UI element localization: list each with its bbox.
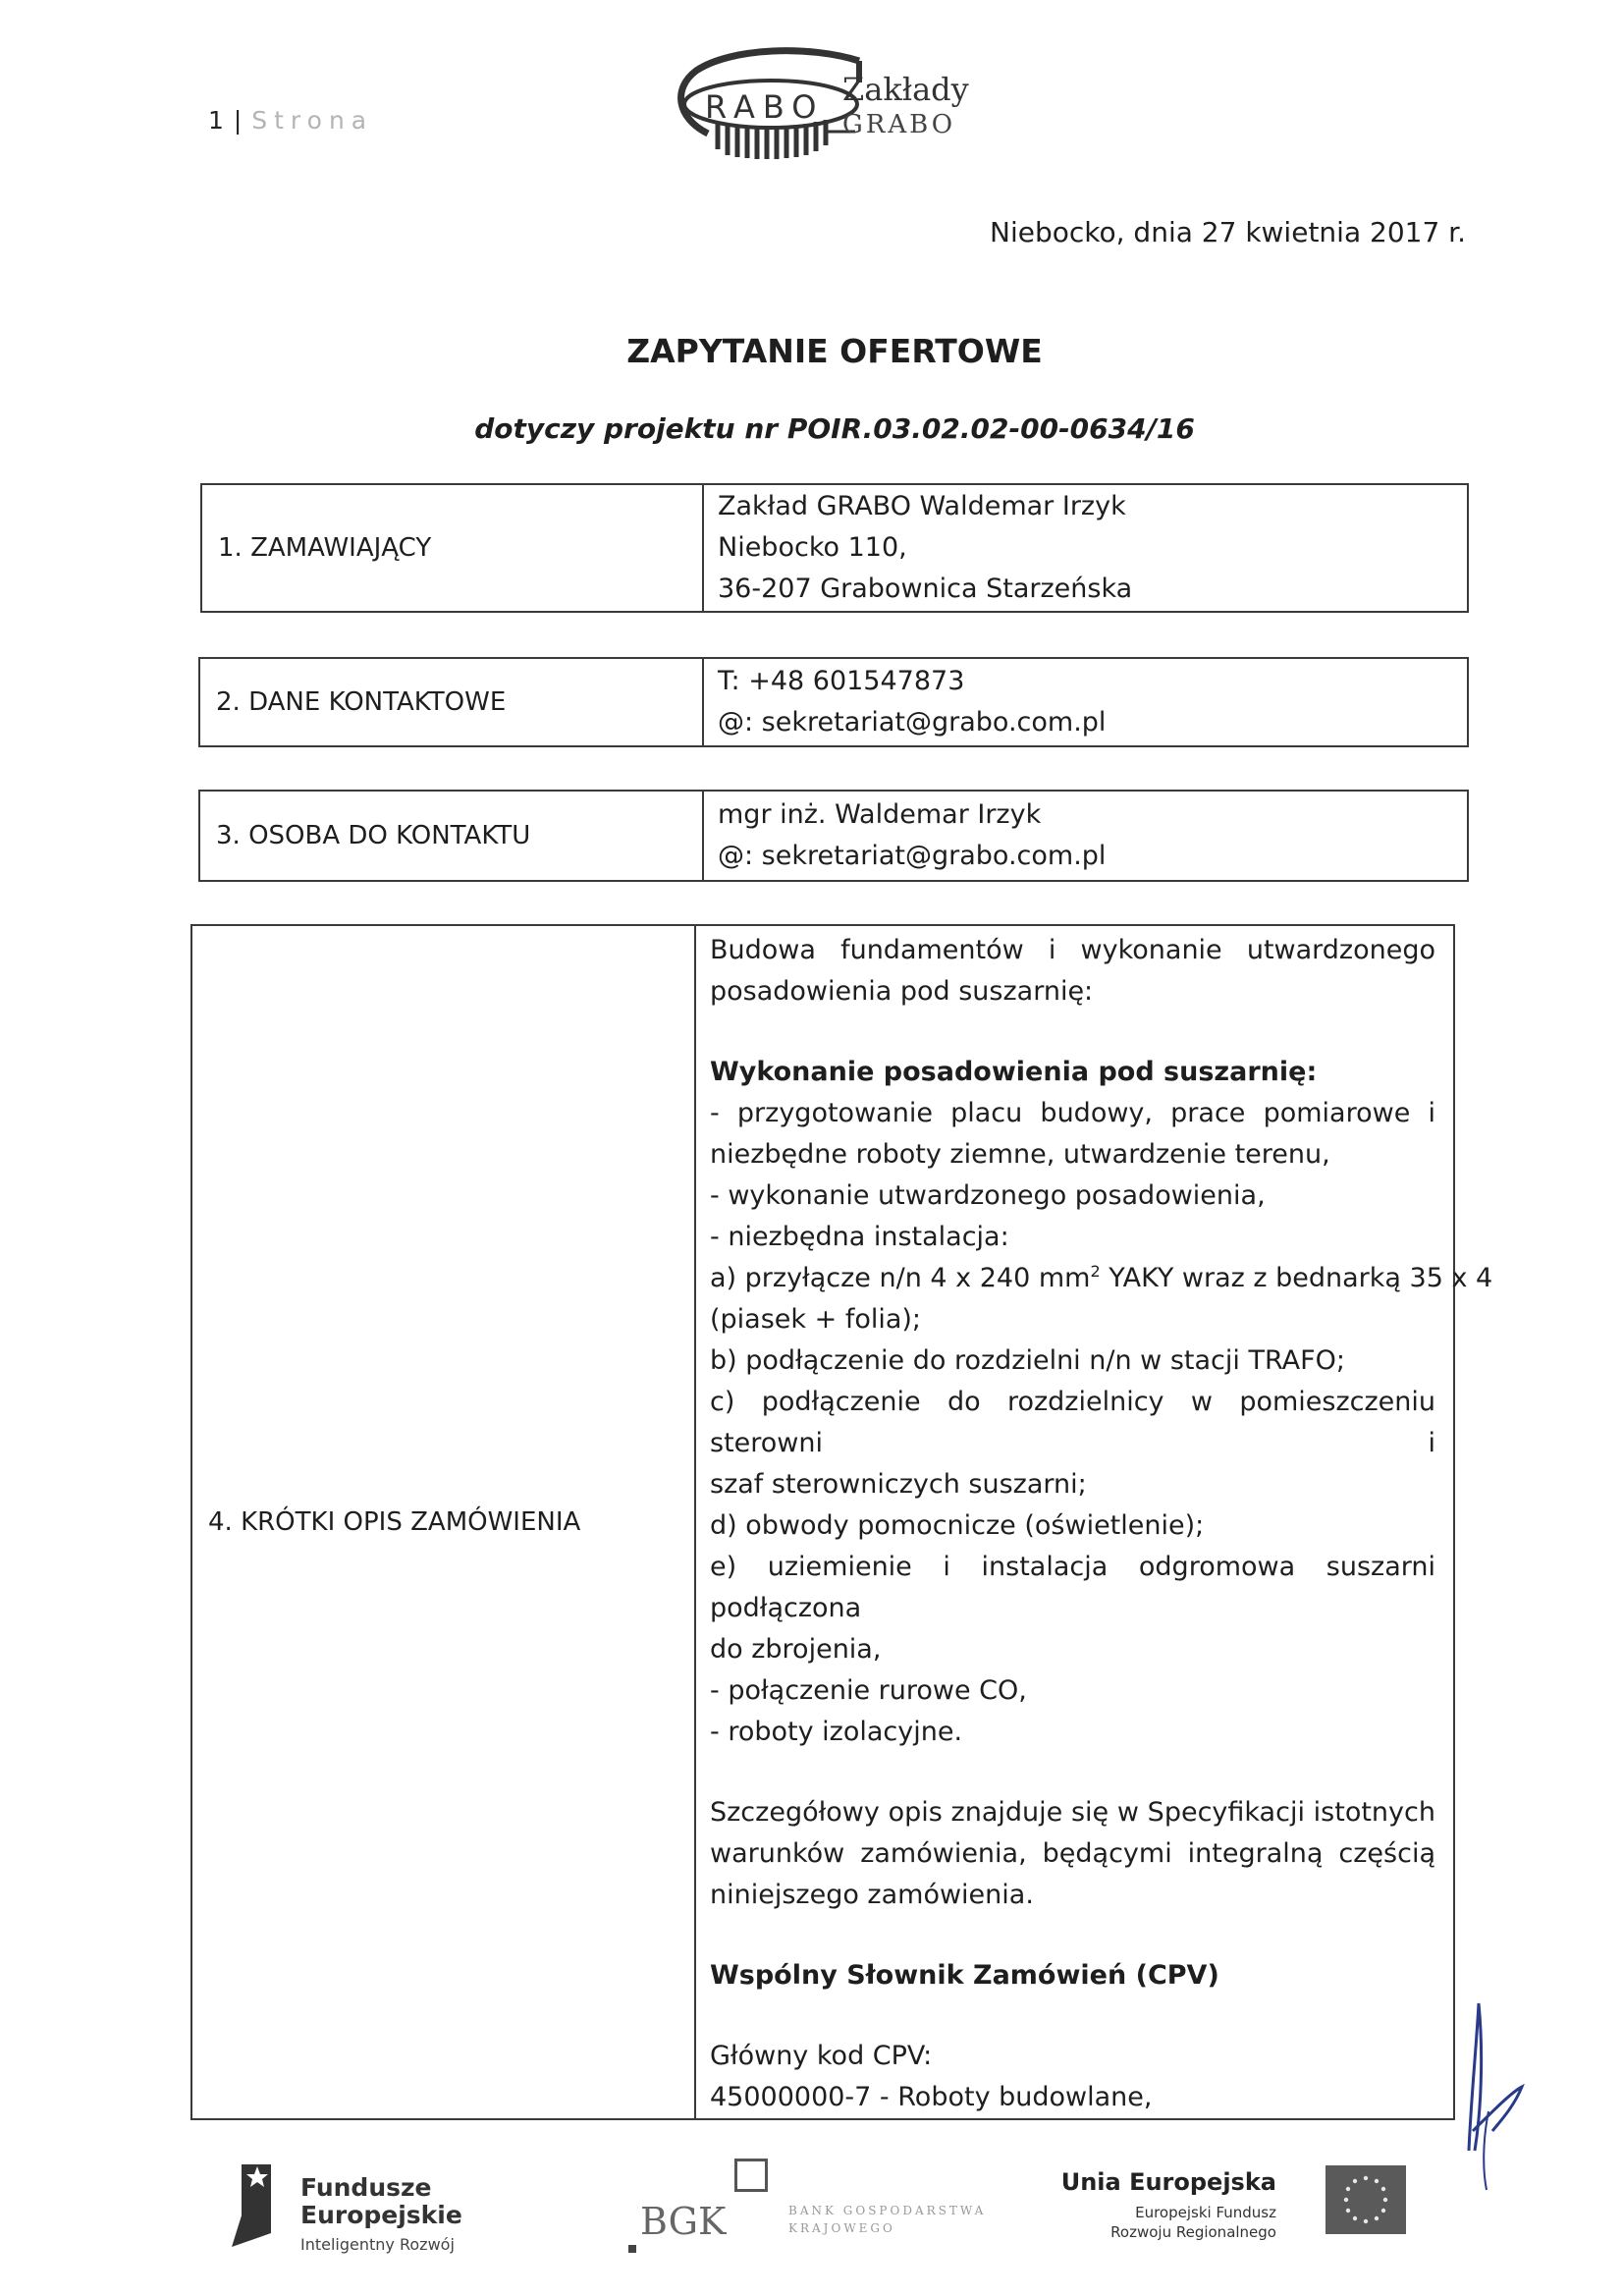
cpv-heading: Wspólny Słownik Zamówień (CPV) (710, 1960, 1219, 1991)
desc-spec-line3: niniejszego zamówienia. (710, 1880, 1034, 1910)
desc-item-e-line2: do zbrojenia, (710, 1634, 882, 1665)
contact-data-table (198, 657, 1469, 747)
ordering-party-label: 1. ZAMAWIAJĄCY (202, 485, 704, 611)
ordering-party-table (200, 483, 1469, 613)
bgk-sub2: KRAJOWEGO (788, 2221, 895, 2235)
desc-item-a-line1 (710, 1258, 1493, 1299)
desc-intro-line1: Budowa fundamentów i wykonanie utwardzonego (710, 935, 1435, 965)
ordering-party-name: Zakład GRABO Waldemar Irzyk (718, 491, 1126, 521)
cpv-main-value: 45000000-7 - Roboty budowlane, (710, 2082, 1153, 2112)
logo-mark-text: RABO (705, 88, 825, 126)
order-description-content (696, 926, 1493, 2118)
contact-person-name: mgr inż. Waldemar Irzyk (718, 799, 1042, 830)
place-date: Niebocko, dnia 27 kwietnia 2017 r. (990, 216, 1466, 248)
order-description-table (190, 924, 1493, 2120)
desc-heading: Wykonanie posadowienia pod suszarnię: (710, 1057, 1318, 1087)
desc-item-a-post: YAKY wraz z bednarką 35 x 4 (1100, 1263, 1493, 1293)
contact-person-table (198, 790, 1469, 882)
fe-line1: Fundusze (300, 2173, 432, 2202)
ue-line2: Europejski Fundusz (1135, 2204, 1276, 2221)
desc-bullet2: - wykonanie utwardzonego posadowienia, (710, 1180, 1266, 1211)
desc-spec-line1: Szczegółowy opis znajduje się w Specyfikacji istotnych (710, 1797, 1435, 1828)
desc-item-d: d) obwody pomocnicze (oświetlenie); (710, 1510, 1205, 1541)
desc-item-a-line2: (piasek + folia); (710, 1304, 922, 1335)
fe-line2: Europejskie (300, 2201, 462, 2229)
contact-email[interactable]: @: sekretariat@grabo.com.pl (718, 707, 1107, 738)
fundusze-europejskie-logo-icon (228, 2160, 277, 2251)
desc-item-b: b) podłączenie do rozdzielni n/n w stacji TRAFO; (710, 1345, 1345, 1376)
desc-item-a-pre: a) przyłącze n/n 4 x 240 mm (710, 1263, 1091, 1293)
ue-line3: Rozwoju Regionalnego (1110, 2223, 1276, 2241)
page-number-separator: | (233, 106, 243, 135)
contact-person-details (704, 792, 1467, 880)
order-description-label: 4. KRÓTKI OPIS ZAMÓWIENIA (192, 926, 696, 2118)
bgk-logo-icon (734, 2159, 768, 2192)
desc-spec-line2: warunków zamówienia, będącymi integralną częścią (710, 1838, 1435, 1869)
page-number-label: Strona (251, 106, 374, 135)
desc-bullet1-line2: niezbędne roboty ziemne, utwardzenie terenu, (710, 1139, 1330, 1170)
desc-bullet4: - połączenie rurowe CO, (710, 1675, 1027, 1706)
contact-data-details (704, 659, 1467, 745)
desc-bullet1-line1: - przygotowanie placu budowy, prace pomiarowe i (710, 1098, 1435, 1128)
desc-intro-line2: posadowienia pod suszarnię: (710, 976, 1094, 1007)
page-number-value: 1 (208, 106, 225, 135)
desc-bullet3: - niezbędna instalacja: (710, 1222, 1009, 1252)
ordering-party-city: 36-207 Grabownica Starzeńska (718, 574, 1133, 604)
cpv-main-label: Główny kod CPV: (710, 2041, 933, 2071)
ordering-party-details (704, 485, 1467, 611)
desc-item-c-line2: szaf sterowniczych suszarni; (710, 1469, 1087, 1500)
page-number (208, 106, 373, 135)
ue-line1: Unia Europejska (1060, 2168, 1276, 2196)
desc-item-c-line1: c) podłączenie do rozdzielnicy w pomieszczeniu sterowni i (710, 1387, 1435, 1458)
desc-item-e-line1: e) uziemienie i instalacja odgromowa suszarni podłączona (710, 1552, 1435, 1623)
contact-phone: T: +48 601547873 (718, 666, 965, 696)
fe-line3: Inteligentny Rozwój (300, 2235, 455, 2254)
logo-line1: Zakłady (842, 71, 969, 108)
contact-person-email[interactable]: @: sekretariat@grabo.com.pl (718, 841, 1107, 871)
document-subtitle: dotyczy projektu nr POIR.03.02.02-00-0634/16 (474, 412, 1195, 445)
bgk-name: BGK (640, 2200, 727, 2243)
bgk-dot-icon (628, 2245, 636, 2253)
bgk-sub1: BANK GOSPODARSTWA (788, 2204, 987, 2217)
ordering-party-street: Niebocko 110, (718, 532, 907, 563)
desc-item-a-sup: 2 (1090, 1262, 1101, 1281)
desc-bullet5: - roboty izolacyjne. (710, 1717, 963, 1747)
contact-data-label: 2. DANE KONTAKTOWE (200, 659, 704, 745)
logo-line2: GRABO (842, 110, 956, 139)
contact-person-label: 3. OSOBA DO KONTAKTU (200, 792, 704, 880)
eu-flag-icon (1325, 2165, 1406, 2234)
signature-icon (1453, 1984, 1571, 2200)
document-title: ZAPYTANIE OFERTOWE (626, 332, 1043, 370)
